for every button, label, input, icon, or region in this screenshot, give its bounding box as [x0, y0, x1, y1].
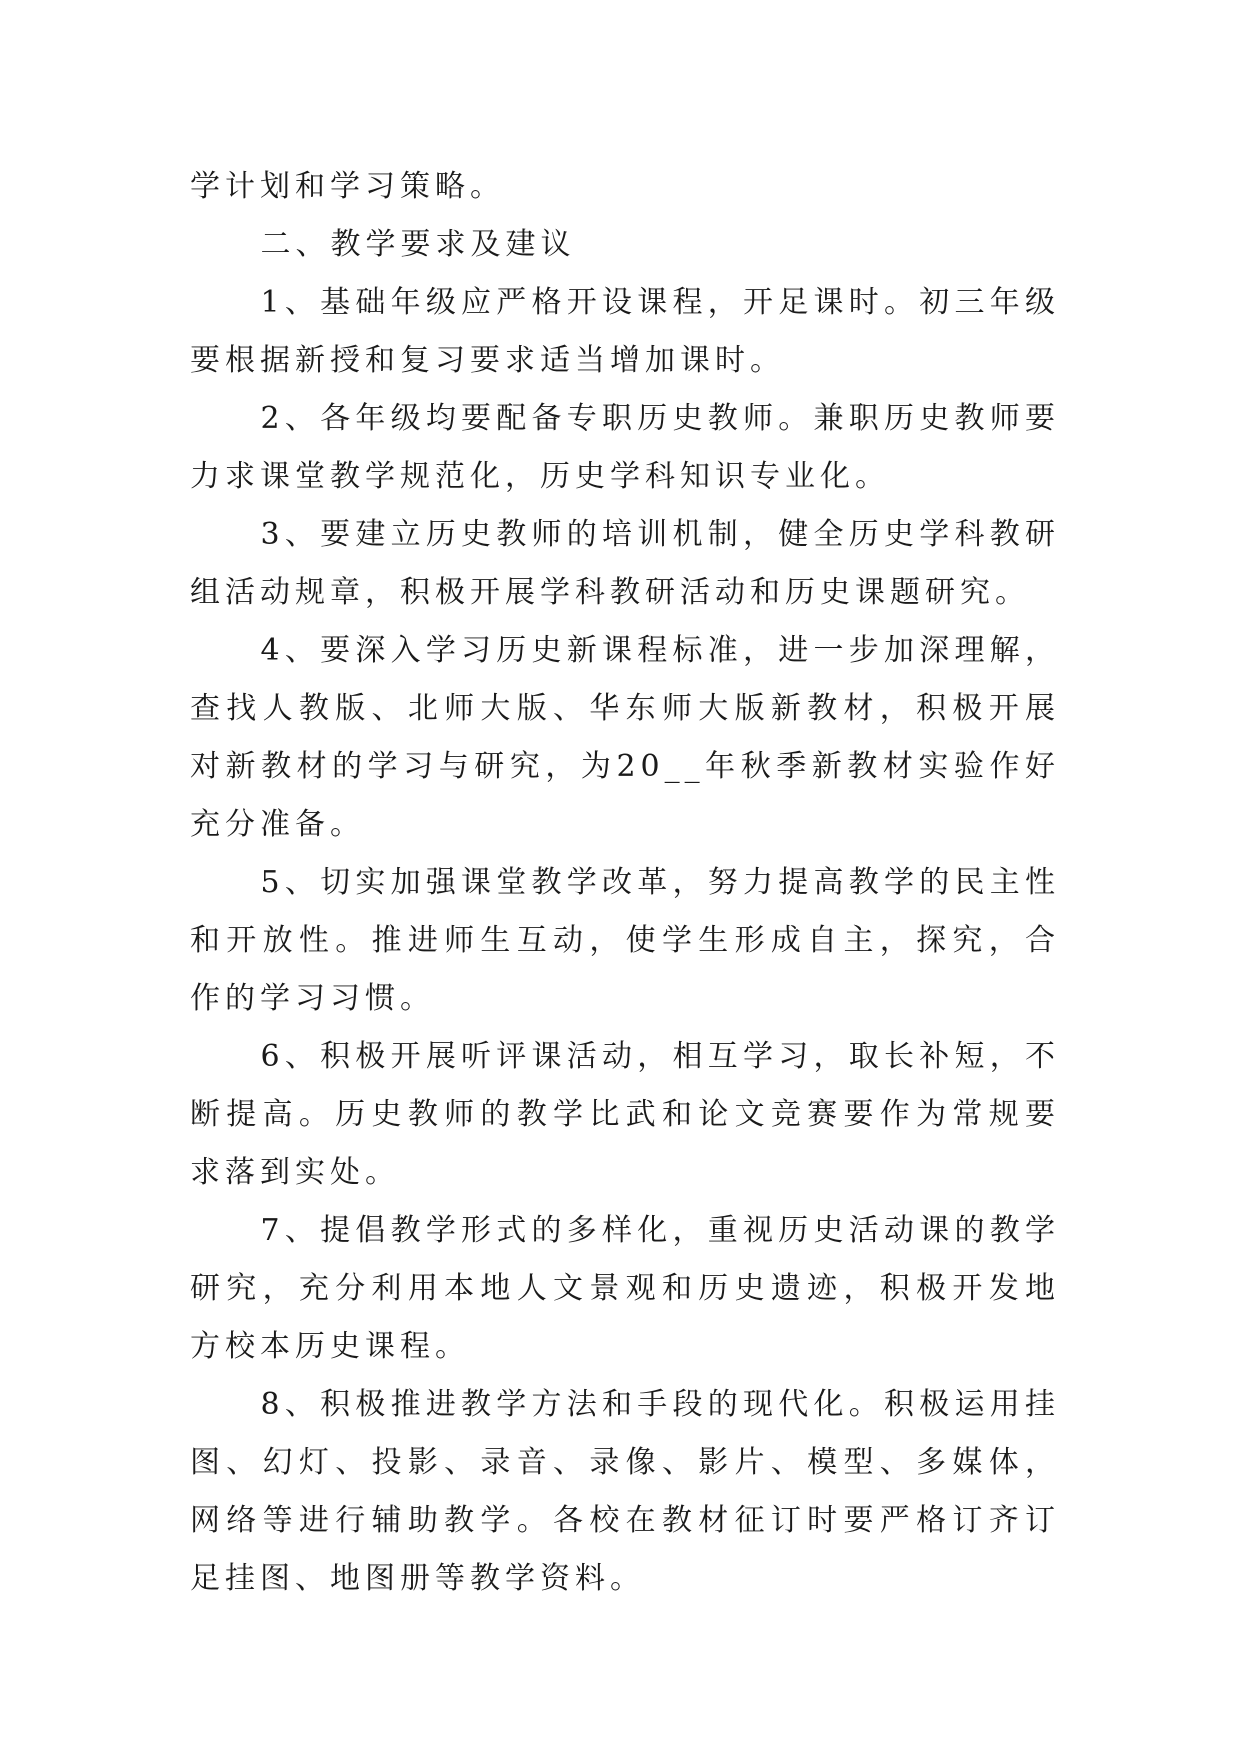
- paragraph-item-3: 3、要建立历史教师的培训机制，健全历史学科教研组活动规章，积极开展学科教研活动和历史课题研究。: [190, 517, 1060, 610]
- paragraph-item-2: 2、各年级均要配备专职历史教师。兼职历史教师要力求课堂教学规范化，历史学科知识专业化。: [190, 401, 1060, 494]
- paragraph-continuation: 学计划和学习策略。: [190, 169, 505, 204]
- paragraph-item-7: 7、提倡教学形式的多样化，重视历史活动课的教学研究，充分利用本地人文景观和历史遗迹，积极开发地方校本历史课程。: [190, 1213, 1060, 1364]
- paragraph-item-4: 4、要深入学习历史新课程标准，进一步加深理解，查找人教版、北师大版、华东师大版新教材，积极开展对新教材的学习与研究，为20__年秋季新教材实验作好充分准备。: [190, 633, 1060, 842]
- paragraph-item-8: 8、积极推进教学方法和手段的现代化。积极运用挂图、幻灯、投影、录音、录像、影片、模型、多媒体，网络等进行辅助教学。各校在教材征订时要严格订齐订足挂图、地图册等教学资料。: [190, 1387, 1060, 1596]
- paragraph-item-1: 1、基础年级应严格开设课程，开足课时。初三年级要根据新授和复习要求适当增加课时。: [190, 285, 1060, 378]
- document-body: [190, 158, 1060, 1608]
- paragraph-item-5: 5、切实加强课堂教学改革，努力提高教学的民主性和开放性。推进师生互动，使学生形成自主，探究，合作的学习习惯。: [190, 865, 1060, 1016]
- paragraph-item-6: 6、积极开展听评课活动，相互学习，取长补短，不断提高。历史教师的教学比武和论文竞赛要作为常规要求落到实处。: [190, 1039, 1060, 1190]
- section-heading: 二、教学要求及建议: [260, 227, 576, 262]
